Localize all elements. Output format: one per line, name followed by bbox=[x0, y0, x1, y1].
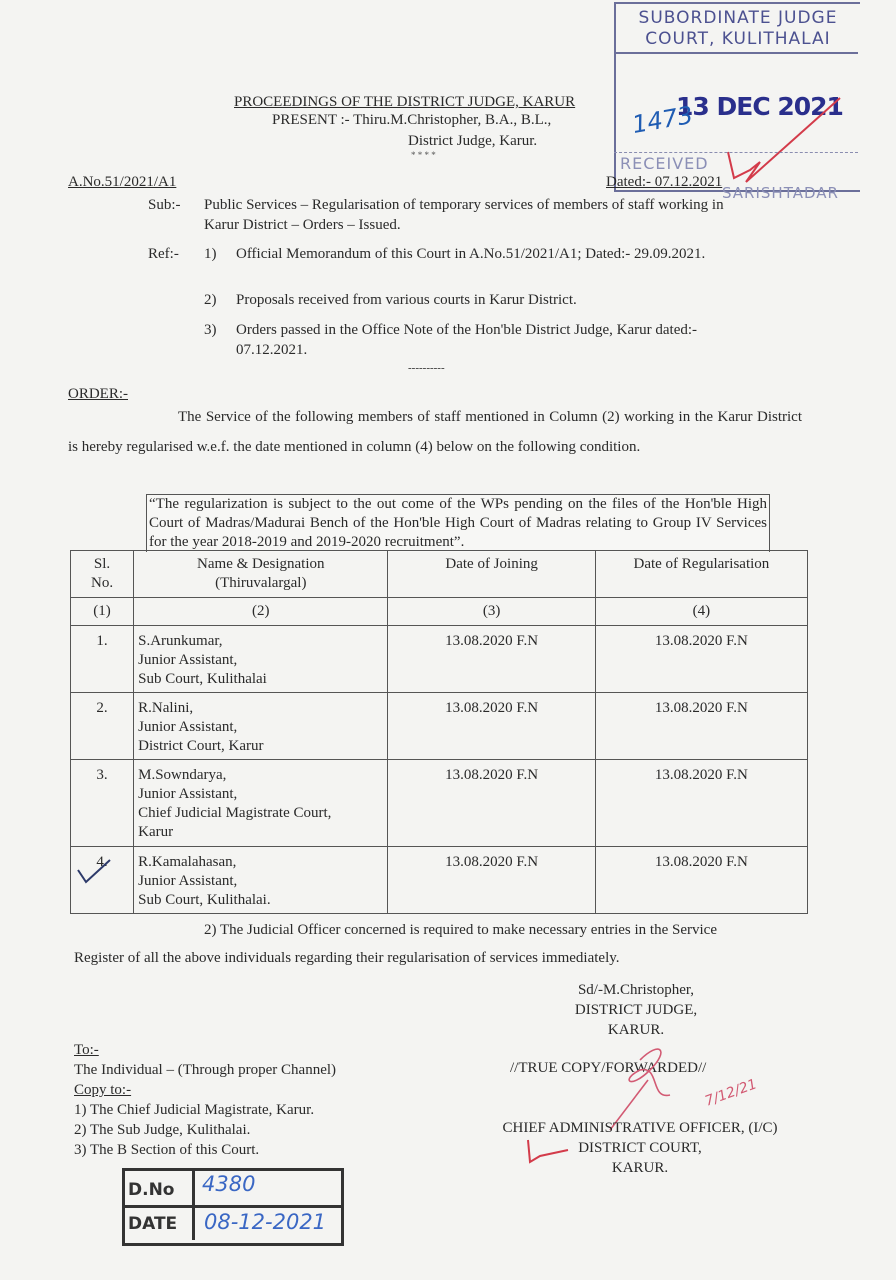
header-name-line1: Name & Designation bbox=[197, 556, 325, 572]
row-sl: 1. bbox=[71, 626, 134, 693]
subject-text: Public Services – Regularisation of temporary services of members of staff working in Karur District – Orders – Issued. bbox=[204, 197, 724, 233]
staff-name: R.Kamalahasan, bbox=[138, 854, 237, 870]
instruction-line2: Register of all the above individuals regarding their regularisation of services immediately. bbox=[74, 950, 620, 966]
copy-recipient-1: 1) The Chief Judicial Magistrate, Karur. bbox=[74, 1102, 315, 1118]
table-row bbox=[71, 760, 808, 847]
stamp-date: 13 DEC 2021 bbox=[676, 92, 843, 121]
row-sl: 3. bbox=[71, 760, 134, 847]
officer-place: KARUR. bbox=[611, 1160, 669, 1176]
col-num-3: (3) bbox=[388, 598, 595, 626]
date-value: 08-12-2021 bbox=[204, 1210, 327, 1234]
signatory-designation: DISTRICT JUDGE, bbox=[574, 1002, 698, 1018]
subject-label: Sub:- bbox=[148, 197, 181, 213]
staff-office: Chief Judicial Magistrate Court, bbox=[138, 805, 332, 821]
staff-post: Junior Assistant, bbox=[138, 873, 238, 889]
reference-date: Dated:- 07.12.2021 bbox=[606, 174, 723, 190]
header-sl-no bbox=[71, 551, 134, 598]
table-row bbox=[71, 847, 808, 914]
present-line: PRESENT :- Thiru.M.Christopher, B.A., B.L., bbox=[272, 112, 552, 128]
true-copy-label: //TRUE COPY/FORWARDED// bbox=[510, 1060, 707, 1076]
date-label: DATE bbox=[128, 1214, 178, 1234]
row-date-joining: 13.08.2020 F.N bbox=[388, 760, 595, 847]
header-name-line2: (Thiruvalargal) bbox=[215, 575, 307, 591]
ref-2-text: Proposals received from various courts in Karur District. bbox=[236, 292, 577, 308]
to-label: To:- bbox=[74, 1042, 99, 1058]
header-sl-line2: No. bbox=[91, 575, 114, 591]
header-sl-line1: Sl. bbox=[93, 556, 111, 572]
ref-1-num: 1) bbox=[204, 246, 217, 262]
staff-post: Junior Assistant, bbox=[138, 652, 238, 668]
staff-name: M.Sowndarya, bbox=[138, 767, 227, 783]
column-number-row bbox=[71, 598, 808, 626]
copy-recipient-2: 2) The Sub Judge, Kulithalai. bbox=[74, 1122, 251, 1138]
header-name-designation bbox=[134, 551, 388, 598]
copy-to-label: Copy to:- bbox=[74, 1082, 132, 1098]
stamp-court-line2: COURT, KULITHALAI bbox=[645, 29, 831, 49]
refs-label: Ref:- bbox=[148, 246, 179, 262]
table-header-row bbox=[71, 551, 808, 598]
handwritten-tick-icon bbox=[74, 856, 114, 886]
row-date-regularisation: 13.08.2020 F.N bbox=[595, 847, 807, 914]
table-row bbox=[71, 693, 808, 760]
col-num-1: (1) bbox=[71, 598, 134, 626]
staff-office-city: Karur bbox=[138, 824, 174, 840]
staff-office: District Court, Karur bbox=[138, 738, 264, 754]
row-sl: 4. bbox=[71, 847, 134, 914]
condition-quote-box: “The regularization is subject to the out come of the WPs pending on the files of the Hon'ble High Court of Madras/Madurai Bench of the Hon'ble High Court of Madras relating to Group IV Services for the year 2018-2019 and 2019-2020 recruitment”. bbox=[146, 494, 770, 552]
stamp-received-label: RECEIVED bbox=[620, 154, 709, 173]
staff-office: Sub Court, Kulithalai. bbox=[138, 892, 271, 908]
row-date-joining: 13.08.2020 F.N bbox=[388, 693, 595, 760]
row-date-regularisation: 13.08.2020 F.N bbox=[595, 760, 807, 847]
staff-office: Sub Court, Kulithalai bbox=[138, 671, 267, 687]
col-num-4: (4) bbox=[595, 598, 807, 626]
stamp-divider-2 bbox=[614, 152, 858, 153]
officer-designation: CHIEF ADMINISTRATIVE OFFICER, (I/C) bbox=[502, 1120, 778, 1136]
distribution-list bbox=[74, 1040, 336, 1160]
stamp-court-name bbox=[620, 8, 856, 50]
staff-post: Junior Assistant, bbox=[138, 719, 238, 735]
ref-1-text: Official Memorandum of this Court in A.No.51/2021/A1; Dated:- 29.09.2021. bbox=[236, 246, 706, 262]
signature-block bbox=[566, 980, 706, 1040]
row-name-designation bbox=[134, 693, 388, 760]
section-divider: ---------- bbox=[408, 362, 445, 374]
dno-value: 4380 bbox=[202, 1172, 256, 1196]
dno-label: D.No bbox=[128, 1180, 175, 1200]
row-date-joining: 13.08.2020 F.N bbox=[388, 626, 595, 693]
row-name-designation bbox=[134, 626, 388, 693]
stamp-court-line1: SUBORDINATE JUDGE bbox=[638, 8, 838, 28]
document-title: PROCEEDINGS OF THE DISTRICT JUDGE, KARUR bbox=[234, 94, 576, 110]
table-row bbox=[71, 626, 808, 693]
stamp-handwritten-number: 1473 bbox=[630, 100, 696, 140]
row-date-regularisation: 13.08.2020 F.N bbox=[595, 626, 807, 693]
signatory-name: Sd/-M.Christopher, bbox=[577, 982, 695, 998]
handwritten-forward-date: 7/12/21 bbox=[702, 1076, 760, 1110]
to-recipient: The Individual – (Through proper Channel) bbox=[74, 1062, 337, 1078]
staff-regularisation-table bbox=[70, 550, 808, 914]
row-date-joining: 13.08.2020 F.N bbox=[388, 847, 595, 914]
order-label: ORDER:- bbox=[68, 386, 128, 402]
row-name-designation bbox=[134, 760, 388, 847]
order-paragraph: The Service of the following members of staff mentioned in Column (2) working in the Karur District is hereby regularised w.e.f. the date mentioned in column (4) below on the following condition. bbox=[68, 409, 802, 455]
red-tick-mark-icon bbox=[720, 90, 850, 190]
staff-name: R.Nalini, bbox=[138, 700, 194, 716]
stamp-sarishtadar-label: SARISHTADAR bbox=[722, 184, 839, 202]
staff-post: Junior Assistant, bbox=[138, 786, 238, 802]
copy-recipient-3: 3) The B Section of this Court. bbox=[74, 1142, 260, 1158]
stars-divider: * * * * bbox=[411, 150, 436, 160]
stamp-divider bbox=[614, 52, 858, 54]
row-name-designation bbox=[134, 847, 388, 914]
instruction-line1: 2) The Judicial Officer concerned is required to make necessary entries in the Service bbox=[204, 922, 717, 938]
red-mark-icon bbox=[520, 1138, 570, 1168]
officer-office: DISTRICT COURT, bbox=[578, 1140, 702, 1156]
staff-name: S.Arunkumar, bbox=[138, 633, 223, 649]
reference-number: A.No.51/2021/A1 bbox=[68, 174, 177, 190]
ref-3-text: Orders passed in the Office Note of the Hon'ble District Judge, Karur dated:- 07.12.2021. bbox=[236, 322, 698, 358]
col-num-2: (2) bbox=[134, 598, 388, 626]
header-date-joining: Date of Joining bbox=[388, 551, 595, 598]
ref-3-num: 3) bbox=[204, 322, 217, 338]
row-sl: 2. bbox=[71, 693, 134, 760]
row-date-regularisation: 13.08.2020 F.N bbox=[595, 693, 807, 760]
ref-2-num: 2) bbox=[204, 292, 217, 308]
dispatch-stamp-divider bbox=[122, 1205, 344, 1208]
judge-designation: District Judge, Karur. bbox=[408, 133, 538, 149]
dispatch-stamp-column-divider bbox=[192, 1168, 195, 1240]
header-date-regularisation: Date of Regularisation bbox=[595, 551, 807, 598]
signatory-place: KARUR. bbox=[607, 1022, 665, 1038]
